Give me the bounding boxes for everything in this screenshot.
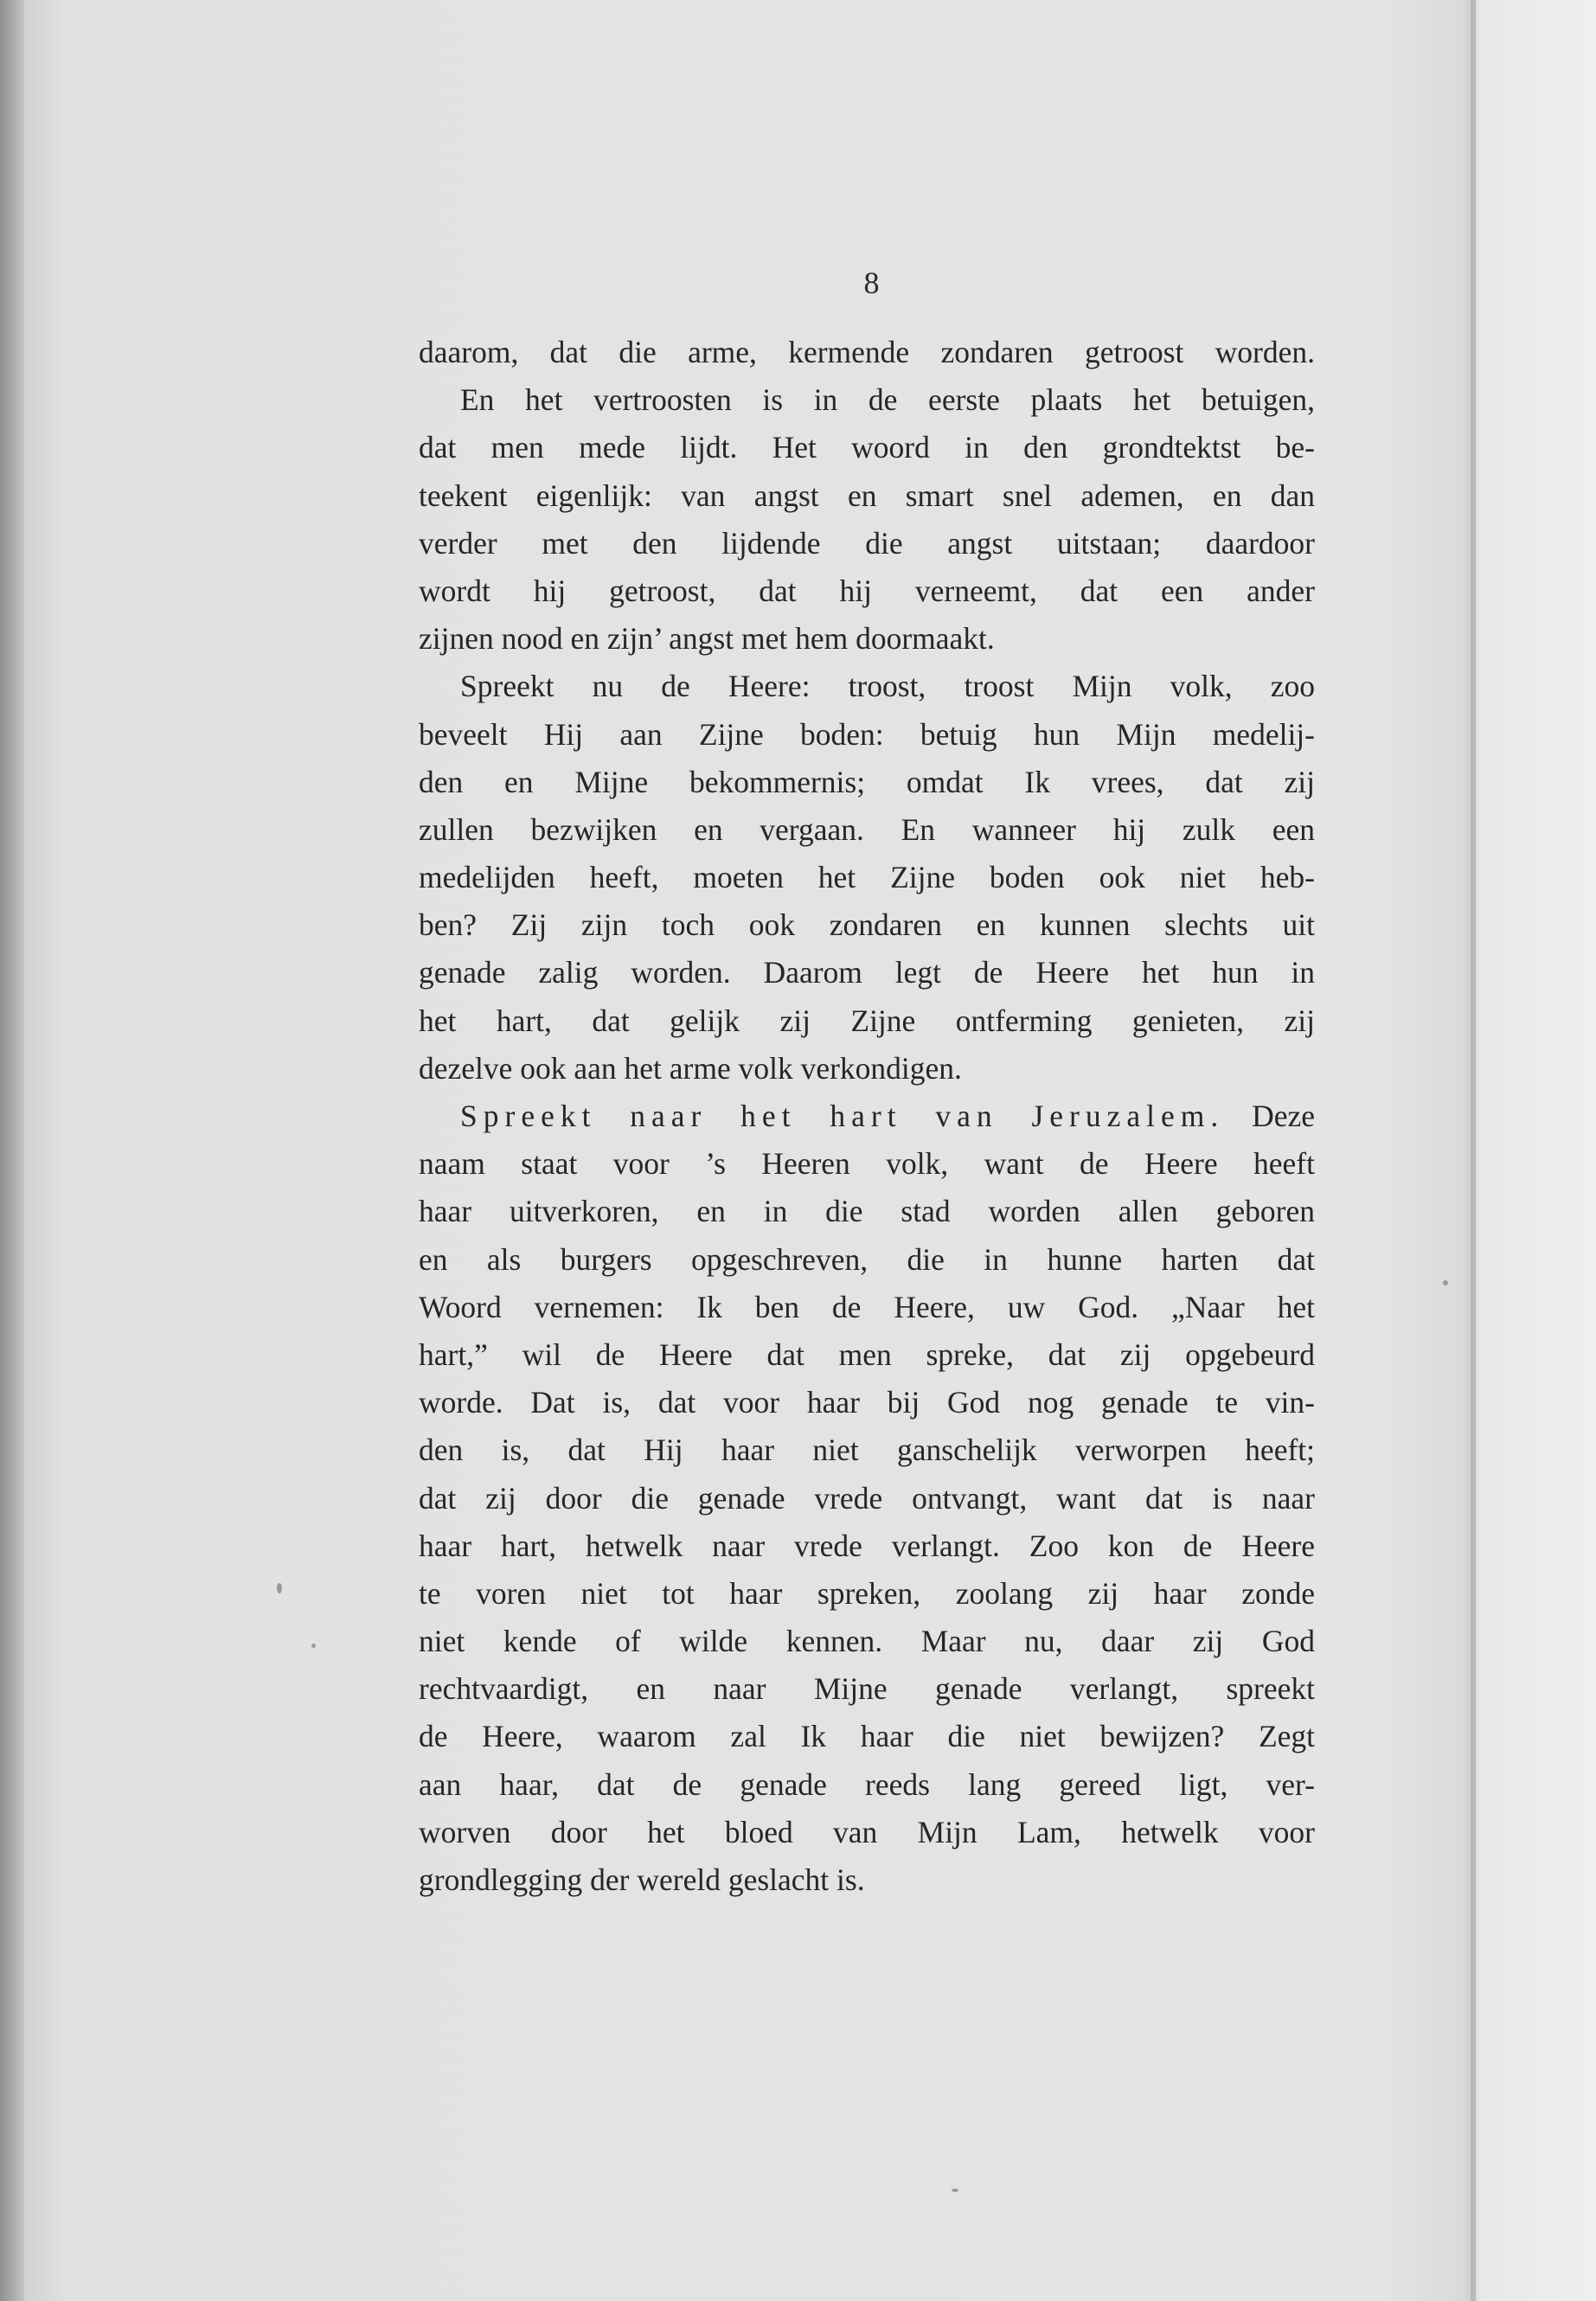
text-line: worde. Dat is, dat voor haar bij God nog genade te vin- bbox=[419, 1385, 1315, 1420]
text-line: den is, dat Hij haar niet ganschelijk verworpen heeft; bbox=[419, 1433, 1315, 1468]
text-line: grondlegging der wereld geslacht is. bbox=[419, 1862, 865, 1897]
text-line: En het vertroosten is in de eerste plaats het betuigen, bbox=[460, 382, 1315, 418]
paper-speck bbox=[277, 1583, 282, 1593]
text-line: te voren niet tot haar spreken, zoolang zij haar zonde bbox=[419, 1575, 1315, 1611]
text-line: Woord vernemen: Ik ben de Heere, uw God. „Naar het bbox=[419, 1289, 1315, 1324]
text-line: worven door het bloed van Mijn Lam, hetwelk voor bbox=[419, 1814, 1315, 1849]
paper-speck bbox=[1443, 1280, 1448, 1285]
text-line: aan haar, dat de genade reeds lang gereed ligt, ver- bbox=[419, 1766, 1315, 1802]
text-line: dezelve ook aan het arme volk verkondigen. bbox=[419, 1050, 962, 1086]
page-number: 8 bbox=[863, 266, 880, 300]
paper-speck bbox=[952, 2189, 958, 2192]
heading-tail: Deze bbox=[1252, 1099, 1315, 1133]
text-line: zullen bezwijken en vergaan. En wanneer hij zulk een bbox=[419, 811, 1315, 847]
text-line: rechtvaardigt, en naar Mijne genade verlangt, spreekt bbox=[419, 1671, 1315, 1707]
text-line: Spreekt nu de Heere: troost, troost Mijn volk, zoo bbox=[460, 669, 1315, 704]
spaced-emphasis: Spreekt naar het hart van Jeruzalem. bbox=[460, 1099, 1225, 1133]
text-line: dat zij door die genade vrede ontvangt, want dat is naar bbox=[419, 1480, 1315, 1516]
text-line: teekent eigenlijk: van angst en smart snel ademen, en dan bbox=[419, 478, 1315, 513]
text-line: verder met den lijdende die angst uitstaan; daardoor bbox=[419, 525, 1315, 561]
text-line: zijnen nood en zijn’ angst met hem doormaakt. bbox=[419, 621, 995, 657]
text-line: naam staat voor ’s Heeren volk, want de Heere heeft bbox=[419, 1146, 1315, 1182]
binding-shadow bbox=[0, 0, 24, 2301]
text-line: genade zalig worden. Daarom legt de Heere het hun in bbox=[419, 955, 1315, 990]
text-line: daarom, dat die arme, kermende zondaren getroost worden. bbox=[419, 335, 1315, 369]
text-line: wordt hij getroost, dat hij verneemt, dat een ander bbox=[419, 573, 1315, 608]
text-line: den en Mijne bekommernis; omdat Ik vrees, dat zij bbox=[419, 764, 1315, 799]
text-line: het hart, dat gelijk zij Zijne ontferming genieten, zij bbox=[419, 1003, 1315, 1038]
text-line: niet kende of wilde kennen. Maar nu, daar zij God bbox=[419, 1624, 1315, 1659]
text-line: ben? Zij zijn toch ook zondaren en kunnen slechts uit bbox=[419, 907, 1315, 943]
text-line: haar uitverkoren, en in die stad worden allen geboren bbox=[419, 1194, 1315, 1229]
paper-speck bbox=[311, 1644, 316, 1648]
text-line: medelijden heeft, moeten het Zijne boden ook niet heb- bbox=[419, 860, 1315, 895]
text-line: en als burgers opgeschreven, die in hunne harten dat bbox=[419, 1241, 1315, 1277]
body-text bbox=[419, 329, 1315, 1904]
text-line: de Heere, waarom zal Ik haar die niet bewijzen? Zegt bbox=[419, 1719, 1315, 1754]
text-line: hart,” wil de Heere dat men spreke, dat zij opgebeurd bbox=[419, 1336, 1315, 1372]
text-line: dat men mede lijdt. Het woord in den grondtektst be- bbox=[419, 430, 1315, 465]
text-line-spaced-heading bbox=[419, 1093, 1315, 1140]
page-edge-line bbox=[1471, 0, 1476, 2301]
text-line: haar hart, hetwelk naar vrede verlangt. Zoo kon de Heere bbox=[419, 1528, 1315, 1563]
text-line: beveelt Hij aan Zijne boden: betuig hun Mijn medelij- bbox=[419, 716, 1315, 752]
